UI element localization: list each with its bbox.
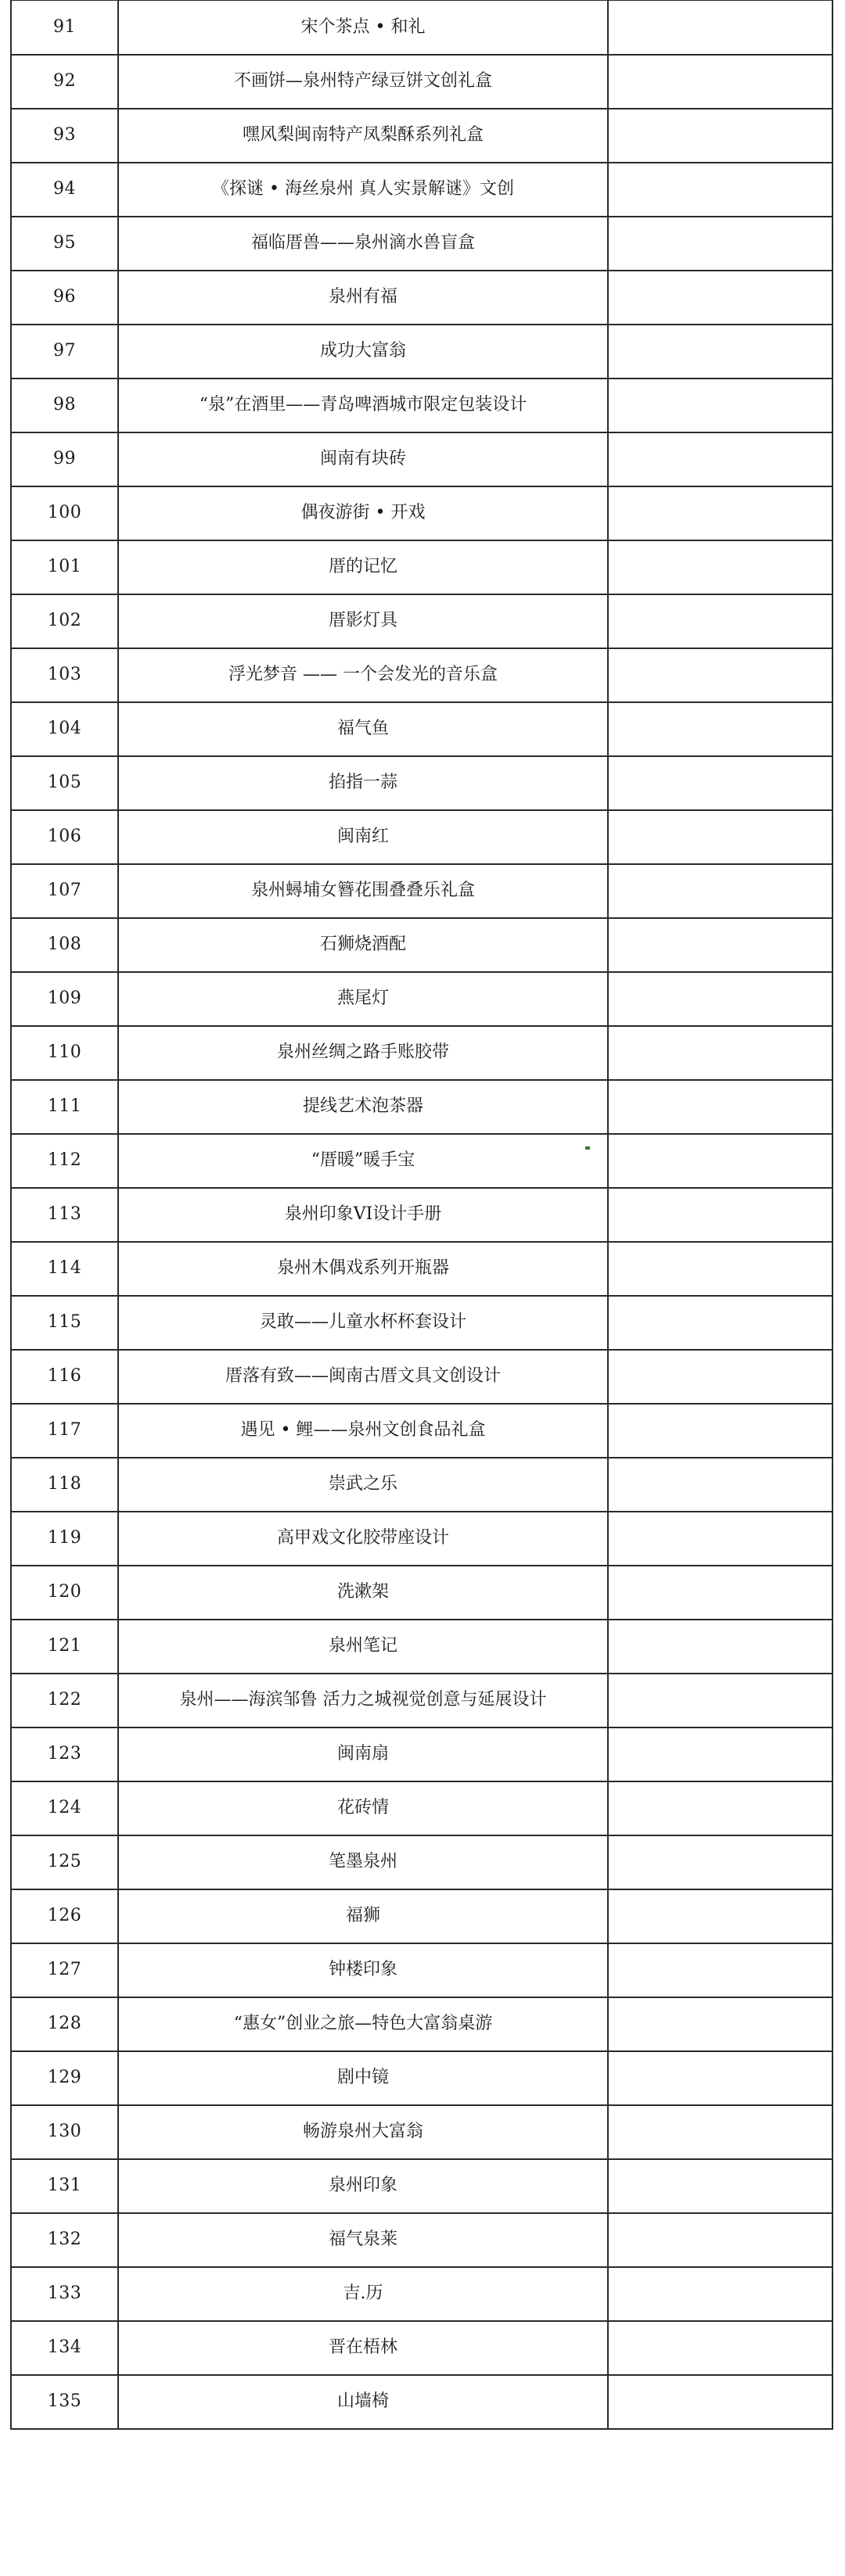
entry-title-cell: 洗漱架	[118, 1566, 608, 1620]
row-number-cell: 111	[11, 1080, 118, 1134]
row-number-cell: 120	[11, 1566, 118, 1620]
empty-cell	[608, 1080, 832, 1134]
table-row	[11, 2267, 832, 2321]
entry-title-cell: 闽南红	[118, 810, 608, 864]
entry-title-cell: 钟楼印象	[118, 1943, 608, 1997]
empty-cell	[608, 1134, 832, 1188]
empty-cell	[608, 271, 832, 325]
table-row	[11, 1889, 832, 1943]
row-number-cell: 130	[11, 2105, 118, 2159]
table-row	[11, 1620, 832, 1674]
entry-title-cell: 笔墨泉州	[118, 1835, 608, 1889]
empty-cell	[608, 1835, 832, 1889]
entry-title-cell: 燕尾灯	[118, 972, 608, 1026]
entry-title-cell: 吉.历	[118, 2267, 608, 2321]
row-number-cell: 134	[11, 2321, 118, 2375]
table-row	[11, 1134, 832, 1188]
row-number-cell: 95	[11, 217, 118, 271]
empty-cell	[608, 1, 832, 55]
row-number-cell: 94	[11, 163, 118, 217]
empty-cell	[608, 163, 832, 217]
row-number-cell: 109	[11, 972, 118, 1026]
row-number-cell: 124	[11, 1781, 118, 1835]
row-number-cell: 99	[11, 432, 118, 486]
table-row	[11, 379, 832, 432]
entry-title-cell: 泉州有福	[118, 271, 608, 325]
row-number-cell: 97	[11, 325, 118, 379]
row-number-cell: 116	[11, 1350, 118, 1404]
empty-cell	[608, 864, 832, 918]
entry-title-cell: 闽南扇	[118, 1727, 608, 1781]
table-row	[11, 1188, 832, 1242]
empty-cell	[608, 1458, 832, 1512]
entry-title-cell: 石狮烧酒配	[118, 918, 608, 972]
row-number-cell: 114	[11, 1242, 118, 1296]
table-row	[11, 594, 832, 648]
empty-cell	[608, 1566, 832, 1620]
table-row	[11, 2105, 832, 2159]
row-number-cell: 121	[11, 1620, 118, 1674]
empty-cell	[608, 756, 832, 810]
row-number-cell: 135	[11, 2375, 118, 2429]
table-row	[11, 1512, 832, 1566]
row-number-cell: 133	[11, 2267, 118, 2321]
entry-title-cell: 崇武之乐	[118, 1458, 608, 1512]
empty-cell	[608, 379, 832, 432]
table-row	[11, 2375, 832, 2429]
empty-cell	[608, 1188, 832, 1242]
table-row	[11, 1727, 832, 1781]
table-row	[11, 1026, 832, 1080]
empty-cell	[608, 432, 832, 486]
row-number-cell: 122	[11, 1674, 118, 1727]
empty-cell	[608, 1620, 832, 1674]
empty-cell	[608, 2375, 832, 2429]
entry-title-cell: 掐指一蒜	[118, 756, 608, 810]
entry-title-cell: “泉”在酒里——青岛啤酒城市限定包装设计	[118, 379, 608, 432]
entry-title-cell: 嘿风梨闽南特产凤梨酥系列礼盒	[118, 109, 608, 163]
row-number-cell: 129	[11, 2051, 118, 2105]
entry-title-cell: 厝落有致——闽南古厝文具文创设计	[118, 1350, 608, 1404]
empty-cell	[608, 810, 832, 864]
empty-cell	[608, 2105, 832, 2159]
table-row	[11, 1781, 832, 1835]
empty-cell	[608, 1242, 832, 1296]
empty-cell	[608, 217, 832, 271]
entry-title-cell: 山墙椅	[118, 2375, 608, 2429]
row-number-cell: 119	[11, 1512, 118, 1566]
entry-title-cell: 泉州木偶戏系列开瓶器	[118, 1242, 608, 1296]
entry-title-cell: 偶夜游街 • 开戏	[118, 486, 608, 540]
empty-cell	[608, 1512, 832, 1566]
table-row	[11, 1350, 832, 1404]
row-number-cell: 128	[11, 1997, 118, 2051]
table-row	[11, 756, 832, 810]
row-number-cell: 127	[11, 1943, 118, 1997]
entry-title-cell: 遇见 • 鲤——泉州文创食品礼盒	[118, 1404, 608, 1458]
entry-title-cell: 泉州——海滨邹鲁 活力之城视觉创意与延展设计	[118, 1674, 608, 1727]
empty-cell	[608, 1943, 832, 1997]
table-row	[11, 1943, 832, 1997]
table-row	[11, 271, 832, 325]
table-row	[11, 648, 832, 702]
empty-cell	[608, 648, 832, 702]
table-row	[11, 972, 832, 1026]
entry-title-cell: 提线艺术泡茶器	[118, 1080, 608, 1134]
table-row	[11, 1674, 832, 1727]
empty-cell	[608, 540, 832, 594]
entry-title-cell: 灵敢——儿童水杯杯套设计	[118, 1296, 608, 1350]
row-number-cell: 98	[11, 379, 118, 432]
row-number-cell: 93	[11, 109, 118, 163]
empty-cell	[608, 1350, 832, 1404]
entry-title-cell: 泉州印象VI设计手册	[118, 1188, 608, 1242]
empty-cell	[608, 55, 832, 109]
table-row	[11, 2159, 832, 2213]
empty-cell	[608, 1727, 832, 1781]
empty-cell	[608, 1674, 832, 1727]
table-row	[11, 810, 832, 864]
row-number-cell: 126	[11, 1889, 118, 1943]
table-row	[11, 1835, 832, 1889]
empty-cell	[608, 918, 832, 972]
row-number-cell: 125	[11, 1835, 118, 1889]
row-number-cell: 115	[11, 1296, 118, 1350]
row-number-cell: 91	[11, 1, 118, 55]
row-number-cell: 112	[11, 1134, 118, 1188]
entries-table	[10, 0, 833, 2430]
entry-title-cell: 泉州蟳埔女簪花围叠叠乐礼盒	[118, 864, 608, 918]
table-row	[11, 432, 832, 486]
entries-table-body	[11, 1, 832, 2429]
entry-title-cell: 高甲戏文化胶带座设计	[118, 1512, 608, 1566]
entry-title-cell: 泉州笔记	[118, 1620, 608, 1674]
table-row	[11, 1296, 832, 1350]
entry-title-cell: 宋个茶点 • 和礼	[118, 1, 608, 55]
row-number-cell: 100	[11, 486, 118, 540]
empty-cell	[608, 1404, 832, 1458]
entry-title-cell: 福狮	[118, 1889, 608, 1943]
empty-cell	[608, 1026, 832, 1080]
empty-cell	[608, 702, 832, 756]
table-row	[11, 163, 832, 217]
entry-title-cell: 福临厝兽——泉州滴水兽盲盒	[118, 217, 608, 271]
row-number-cell: 104	[11, 702, 118, 756]
row-number-cell: 103	[11, 648, 118, 702]
entry-title-cell: “惠女”创业之旅—特色大富翁桌游	[118, 1997, 608, 2051]
row-number-cell: 105	[11, 756, 118, 810]
entry-title-cell: 福气鱼	[118, 702, 608, 756]
row-number-cell: 92	[11, 55, 118, 109]
table-row	[11, 217, 832, 271]
table-row	[11, 918, 832, 972]
row-number-cell: 118	[11, 1458, 118, 1512]
table-row	[11, 1404, 832, 1458]
table-row	[11, 486, 832, 540]
empty-cell	[608, 109, 832, 163]
row-number-cell: 106	[11, 810, 118, 864]
empty-cell	[608, 2159, 832, 2213]
entry-title-cell: 泉州印象	[118, 2159, 608, 2213]
entry-title-cell: 畅游泉州大富翁	[118, 2105, 608, 2159]
table-row	[11, 1997, 832, 2051]
table-row	[11, 1, 832, 55]
empty-cell	[608, 2321, 832, 2375]
table-row	[11, 1242, 832, 1296]
row-number-cell: 113	[11, 1188, 118, 1242]
table-row	[11, 109, 832, 163]
entry-title-cell: “厝暖”暖手宝	[118, 1134, 608, 1188]
table-row	[11, 540, 832, 594]
table-row	[11, 55, 832, 109]
empty-cell	[608, 1997, 832, 2051]
row-number-cell: 123	[11, 1727, 118, 1781]
table-row	[11, 2321, 832, 2375]
empty-cell	[608, 972, 832, 1026]
row-number-cell: 107	[11, 864, 118, 918]
empty-cell	[608, 486, 832, 540]
entry-title-cell: 厝影灯具	[118, 594, 608, 648]
empty-cell	[608, 594, 832, 648]
table-row	[11, 2051, 832, 2105]
empty-cell	[608, 2213, 832, 2267]
row-number-cell: 117	[11, 1404, 118, 1458]
entry-title-cell: 成功大富翁	[118, 325, 608, 379]
table-row	[11, 864, 832, 918]
entry-title-cell: 厝的记忆	[118, 540, 608, 594]
entry-title-cell: 花砖情	[118, 1781, 608, 1835]
entry-title-cell: 闽南有块砖	[118, 432, 608, 486]
entry-title-cell: 浮光梦音 —— 一个会发光的音乐盒	[118, 648, 608, 702]
row-number-cell: 131	[11, 2159, 118, 2213]
entry-title-cell: 晋在梧林	[118, 2321, 608, 2375]
empty-cell	[608, 1296, 832, 1350]
row-number-cell: 108	[11, 918, 118, 972]
row-number-cell: 101	[11, 540, 118, 594]
empty-cell	[608, 1781, 832, 1835]
empty-cell	[608, 2051, 832, 2105]
entry-title-cell: 《探谜 • 海丝泉州 真人实景解谜》文创	[118, 163, 608, 217]
entry-title-cell: 剧中镜	[118, 2051, 608, 2105]
empty-cell	[608, 2267, 832, 2321]
entry-title-cell: 不画饼—泉州特产绿豆饼文创礼盒	[118, 55, 608, 109]
cell-corner-marker	[585, 1146, 590, 1150]
entry-title-cell: 福气泉莱	[118, 2213, 608, 2267]
entry-title-cell: 泉州丝绸之路手账胶带	[118, 1026, 608, 1080]
empty-cell	[608, 325, 832, 379]
table-row	[11, 325, 832, 379]
table-row	[11, 1566, 832, 1620]
row-number-cell: 96	[11, 271, 118, 325]
table-row	[11, 1080, 832, 1134]
row-number-cell: 110	[11, 1026, 118, 1080]
row-number-cell: 132	[11, 2213, 118, 2267]
row-number-cell: 102	[11, 594, 118, 648]
table-row	[11, 702, 832, 756]
table-row	[11, 1458, 832, 1512]
empty-cell	[608, 1889, 832, 1943]
table-row	[11, 2213, 832, 2267]
